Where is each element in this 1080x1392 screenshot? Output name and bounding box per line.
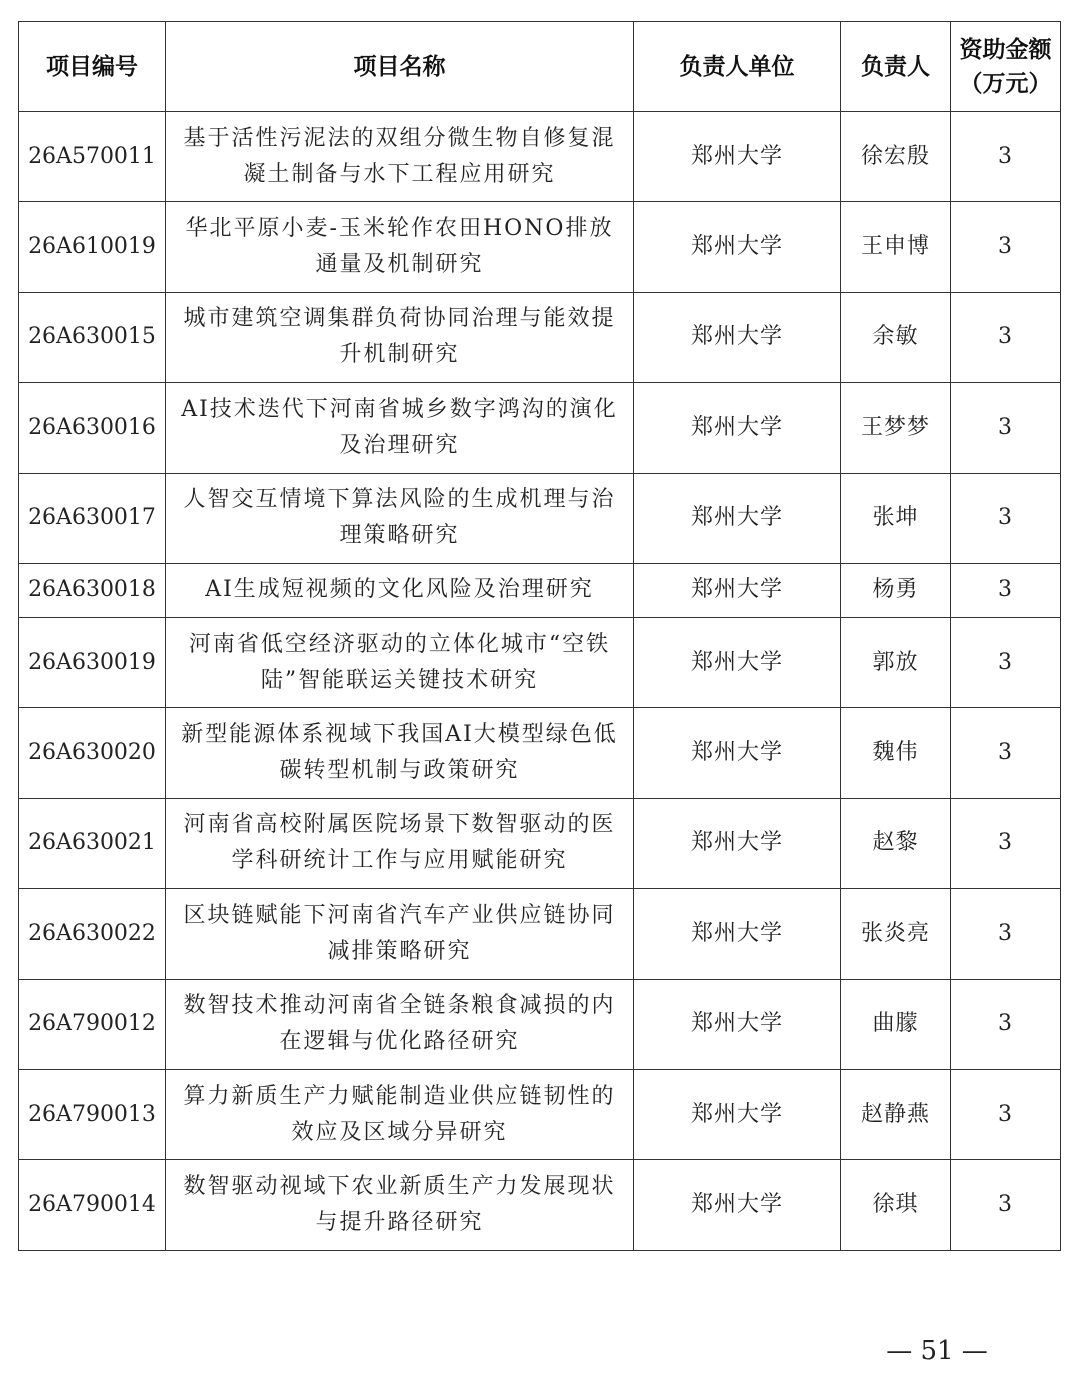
- project-code: 26A630019: [19, 617, 166, 707]
- project-leader: 王申博: [841, 202, 951, 292]
- project-amount: 3: [951, 708, 1061, 798]
- project-amount: 3: [951, 473, 1061, 563]
- project-name: AI技术迭代下河南省城乡数字鸿沟的演化及治理研究: [166, 383, 634, 473]
- project-name: AI生成短视频的文化风险及治理研究: [166, 563, 634, 617]
- project-code: 26A790013: [19, 1069, 166, 1159]
- project-code: 26A610019: [19, 202, 166, 292]
- table-row: [19, 1069, 1061, 1159]
- table-row: [19, 708, 1061, 798]
- project-unit: 郑州大学: [634, 563, 841, 617]
- project-code: 26A570011: [19, 112, 166, 202]
- project-name: 城市建筑空调集群负荷协同治理与能效提升机制研究: [166, 292, 634, 382]
- project-code: 26A630020: [19, 708, 166, 798]
- project-code: 26A630021: [19, 798, 166, 888]
- project-code: 26A630015: [19, 292, 166, 382]
- table-row: [19, 617, 1061, 707]
- project-leader: 曲朦: [841, 979, 951, 1069]
- project-amount: 3: [951, 112, 1061, 202]
- project-name: 数智技术推动河南省全链条粮食减损的内在逻辑与优化路径研究: [166, 979, 634, 1069]
- project-amount: 3: [951, 563, 1061, 617]
- table-header-row: [19, 22, 1061, 112]
- project-amount: 3: [951, 1069, 1061, 1159]
- project-amount: 3: [951, 1160, 1061, 1250]
- project-leader: 杨勇: [841, 563, 951, 617]
- project-unit: 郑州大学: [634, 617, 841, 707]
- project-leader: 魏伟: [841, 708, 951, 798]
- project-code: 26A790014: [19, 1160, 166, 1250]
- table-row: [19, 563, 1061, 617]
- project-amount: 3: [951, 798, 1061, 888]
- project-unit: 郑州大学: [634, 473, 841, 563]
- project-leader: 徐宏殷: [841, 112, 951, 202]
- project-leader: 余敏: [841, 292, 951, 382]
- project-leader: 徐琪: [841, 1160, 951, 1250]
- table-row: [19, 473, 1061, 563]
- table-row: [19, 112, 1061, 202]
- header-unit: 负责人单位: [634, 22, 841, 112]
- project-amount: 3: [951, 202, 1061, 292]
- project-name: 数智驱动视域下农业新质生产力发展现状与提升路径研究: [166, 1160, 634, 1250]
- project-leader: 赵静燕: [841, 1069, 951, 1159]
- project-unit: 郑州大学: [634, 1160, 841, 1250]
- project-name: 算力新质生产力赋能制造业供应链韧性的效应及区域分异研究: [166, 1069, 634, 1159]
- project-unit: 郑州大学: [634, 889, 841, 979]
- project-code: 26A630018: [19, 563, 166, 617]
- project-leader: 郭放: [841, 617, 951, 707]
- table-row: [19, 798, 1061, 888]
- project-amount: 3: [951, 292, 1061, 382]
- project-leader: 王梦梦: [841, 383, 951, 473]
- project-leader: 张炎亮: [841, 889, 951, 979]
- project-name: 华北平原小麦-玉米轮作农田HONO排放通量及机制研究: [166, 202, 634, 292]
- project-code: 26A630022: [19, 889, 166, 979]
- project-amount: 3: [951, 383, 1061, 473]
- table-row: [19, 292, 1061, 382]
- project-name: 河南省高校附属医院场景下数智驱动的医学科研统计工作与应用赋能研究: [166, 798, 634, 888]
- project-unit: 郑州大学: [634, 112, 841, 202]
- project-name: 新型能源体系视域下我国AI大模型绿色低碳转型机制与政策研究: [166, 708, 634, 798]
- table-row: [19, 979, 1061, 1069]
- funding-table: [18, 21, 1061, 1251]
- project-name: 河南省低空经济驱动的立体化城市“空铁陆”智能联运关键技术研究: [166, 617, 634, 707]
- table-row: [19, 202, 1061, 292]
- project-name: 人智交互情境下算法风险的生成机理与治理策略研究: [166, 473, 634, 563]
- table-row: [19, 889, 1061, 979]
- project-amount: 3: [951, 979, 1061, 1069]
- project-unit: 郑州大学: [634, 292, 841, 382]
- project-unit: 郑州大学: [634, 979, 841, 1069]
- header-leader: 负责人: [841, 22, 951, 112]
- table-row: [19, 383, 1061, 473]
- project-name: 基于活性污泥法的双组分微生物自修复混凝土制备与水下工程应用研究: [166, 112, 634, 202]
- header-project-code: 项目编号: [19, 22, 166, 112]
- project-unit: 郑州大学: [634, 383, 841, 473]
- project-code: 26A630017: [19, 473, 166, 563]
- project-leader: 赵黎: [841, 798, 951, 888]
- header-project-name: 项目名称: [166, 22, 634, 112]
- header-amount: 资助金额（万元）: [951, 22, 1061, 112]
- project-amount: 3: [951, 617, 1061, 707]
- project-unit: 郑州大学: [634, 708, 841, 798]
- project-unit: 郑州大学: [634, 1069, 841, 1159]
- table-row: [19, 1160, 1061, 1250]
- project-leader: 张坤: [841, 473, 951, 563]
- project-code: 26A630016: [19, 383, 166, 473]
- project-unit: 郑州大学: [634, 798, 841, 888]
- project-amount: 3: [951, 889, 1061, 979]
- page-number: — 51 —: [886, 1336, 988, 1366]
- project-unit: 郑州大学: [634, 202, 841, 292]
- project-code: 26A790012: [19, 979, 166, 1069]
- project-name: 区块链赋能下河南省汽车产业供应链协同减排策略研究: [166, 889, 634, 979]
